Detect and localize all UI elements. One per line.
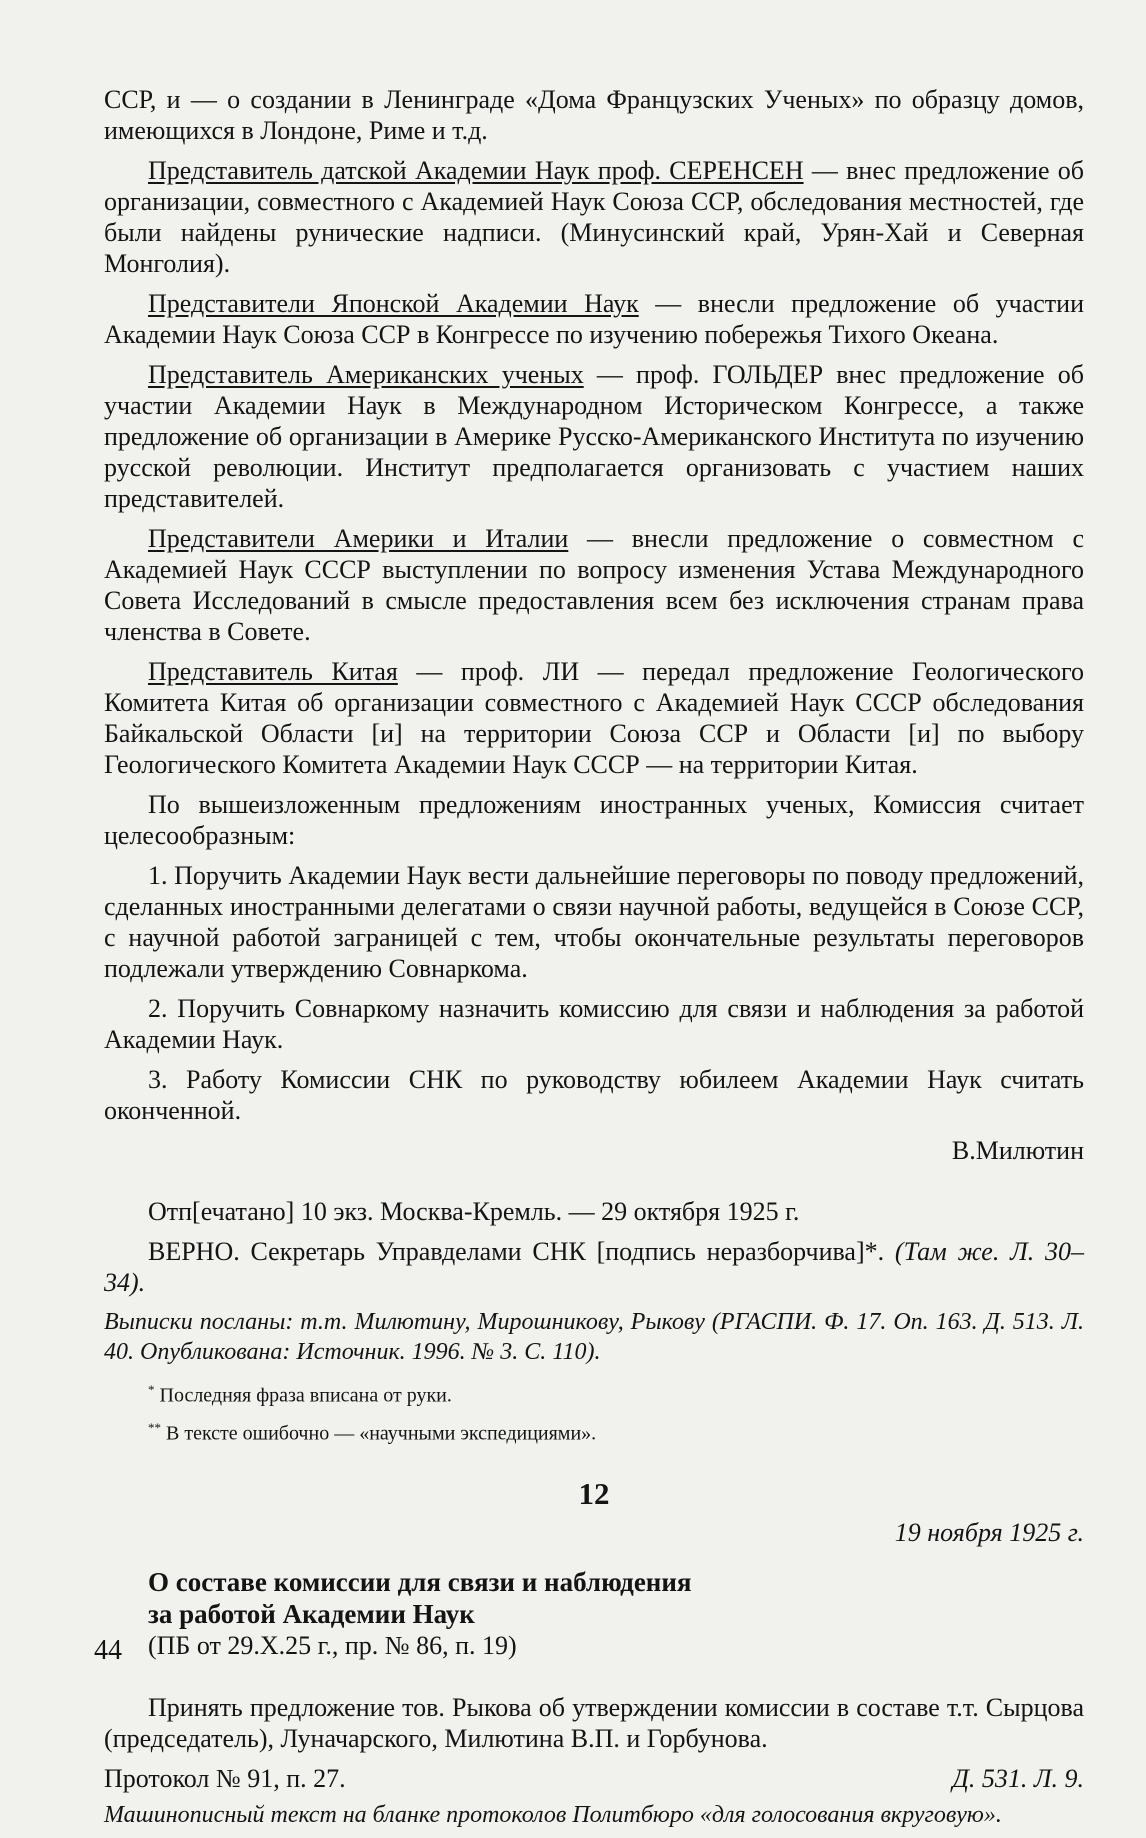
- signature: В.Милютин: [951, 1136, 1084, 1165]
- document-date: 19 ноября 1925 г.: [894, 1518, 1084, 1548]
- document-title-line-2: за работой Академии Наук: [148, 1599, 475, 1630]
- china-text: — проф. ЛИ — передал предложение Геологического Комитета Китая об организации совместного с Академией Наук СССР обследования Байкальской Области [и] на территории Союза ССР и Области [и] по выбору Геологического Комитета Академии Наук СССР — на территории Китая.: [104, 657, 1084, 779]
- protocol-number: Протокол № 91, п. 27.: [104, 1764, 346, 1794]
- footnote-1: [148, 1375, 1084, 1411]
- verno-source: (Там же. Л. 30–34).: [104, 1237, 1084, 1297]
- footnote-2-mark: **: [148, 1419, 161, 1435]
- list-item-2: 2. Поручить Совнаркому назначить комиссию для связи и наблюдения за работой Академии Наук.: [104, 994, 1084, 1054]
- document-title-line-1: О составе комиссии для связи и наблюдения: [148, 1567, 692, 1598]
- usa-italy-text: — внесли предложение о совместном с Академией Наук СССР выступлении по вопросу изменения Устава Международного Совета Исследований в смысле предоставления всем без исключения странам права членства в Совете.: [104, 524, 1084, 646]
- usa-text: — проф. ГОЛЬДЕР внес предложение об участии Академии Наук в Международном Историческом Конгрессе, а также предложение об организации в Америке Русско-Американского Института по изучению русской революции. Институт предполагается организовать с участием наших представителей.: [104, 360, 1084, 513]
- page-number: 44: [94, 1635, 122, 1666]
- decision-text: Принять предложение тов. Рыкова об утверждении комиссии в составе т.т. Сырцова (председатель), Луначарского, Милютина В.П. и Горбунова.: [104, 1693, 1084, 1754]
- denmark-text: — внес предложение об организации, совместного с Академией Наук Союза ССР, обследования местностей, где были найдены рунические надписи. (Минусинский край, Урян-Хай и Северная Монголия).: [104, 156, 1084, 278]
- document-reference: (ПБ от 29.X.25 г., пр. № 86, п. 19): [148, 1631, 517, 1661]
- verno-note: [104, 1236, 1084, 1298]
- final-note: Машинописный текст на бланке протоколов Политбюро «для голосования вкруговую».: [104, 1802, 1002, 1829]
- printed-note: Отп[ечатано] 10 экз. Москва-Кремль. — 29 октября 1925 г.: [148, 1197, 800, 1226]
- extracts-note: Выписки посланы: т.т. Милютину, Мирошникову, Рыкову (РГАСПИ. Ф. 17. Оп. 163. Д. 513. Л. 40. Опубликована: Источник. 1996. № 3. С. 110).: [104, 1309, 1084, 1365]
- footnote-1-text: Последняя фраза вписана от руки.: [154, 1384, 452, 1407]
- china-lead: Представитель Китая: [148, 657, 398, 686]
- list-item-3: 3. Работу Комиссии СНК по руководству юбилеем Академии Наук считать оконченной.: [104, 1065, 1084, 1125]
- paragraph-china: [104, 656, 1084, 780]
- archive-reference: Д. 531. Л. 9.: [952, 1764, 1084, 1794]
- denmark-lead: Представитель датской Академии Наук проф. СЕРЕНСЕН: [148, 156, 804, 185]
- page-text: [104, 84, 1084, 1838]
- paragraph-denmark: [104, 155, 1084, 279]
- footnote-2-text: В тексте ошибочно — «научными экспедициями».: [161, 1422, 597, 1445]
- protocol-row: [104, 1763, 1084, 1794]
- paragraph-usa: [104, 359, 1084, 514]
- verno-text: ВЕРНО. Секретарь Управделами СНК [подпись неразборчива]*.: [148, 1237, 895, 1266]
- japan-text: — внесли предложение об участии Академии Наук Союза ССР в Конгрессе по изучению побережья Тихого Океана.: [104, 289, 1084, 349]
- document-number: 12: [578, 1476, 610, 1512]
- usa-italy-lead: Представители Америки и Италии: [148, 524, 569, 553]
- paragraph-intro: ССР, и — о создании в Ленинграде «Дома Французских Ученых» по образцу домов, имеющихся в Лондоне, Риме и т.д.: [104, 85, 1084, 145]
- list-item-1: 1. Поручить Академии Наук вести дальнейшие переговоры по поводу предложений, сделанных иностранными делегатами о связи научной работы, ведущейся в Союзе ССР, с научной работой заграницей с тем, чтобы окончательные результаты переговоров подлежали утверждению Совнаркома.: [104, 861, 1084, 983]
- usa-lead: Представитель Американских ученых: [148, 360, 584, 389]
- footnote-2: [148, 1413, 1084, 1449]
- paragraph-conclusion: По вышеизложенным предложениям иностранных ученых, Комиссия считает целесообразным:: [104, 790, 1084, 850]
- japan-lead: Представители Японской Академии Наук: [148, 289, 639, 318]
- footnote-1-mark: *: [148, 1382, 155, 1397]
- paragraph-usa-italy: [104, 523, 1084, 647]
- paragraph-japan: [104, 288, 1084, 350]
